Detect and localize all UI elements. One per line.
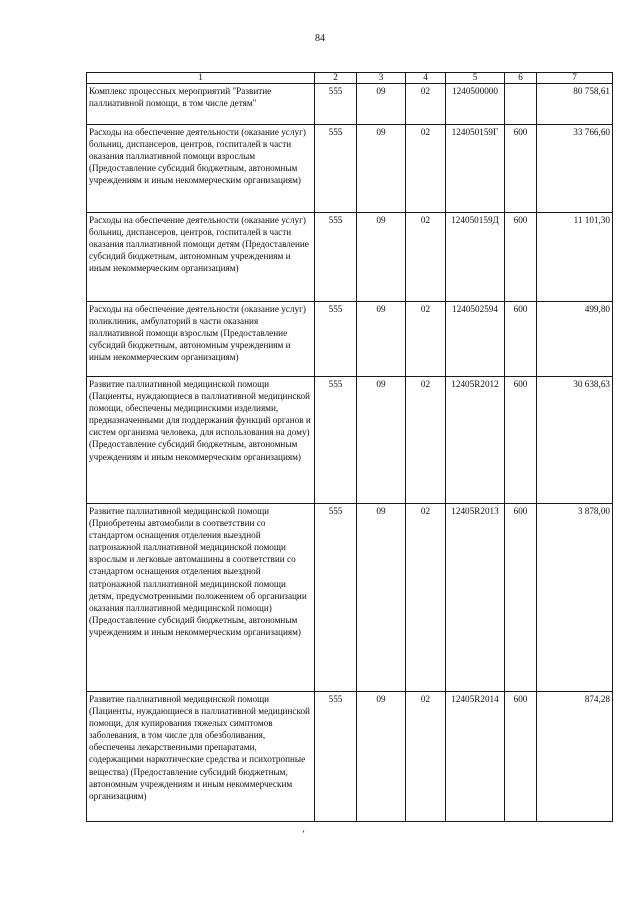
row-ministry-code: 555 — [315, 503, 357, 691]
row-amount: 11 101,30 — [537, 212, 613, 301]
row-target-article: 12405R2012 — [446, 376, 505, 503]
table-row — [87, 124, 613, 212]
row-expense-type — [505, 83, 537, 124]
column-header-5: 5 — [446, 73, 505, 84]
row-subsection-code: 02 — [406, 301, 446, 376]
row-subsection-code: 02 — [406, 212, 446, 301]
row-target-article: 124050159Г — [446, 124, 505, 212]
row-ministry-code: 555 — [315, 124, 357, 212]
row-amount: 874,28 — [537, 691, 613, 821]
row-amount: 3 878,00 — [537, 503, 613, 691]
column-header-2: 2 — [315, 73, 357, 84]
scan-artifact-mark: ʼ — [302, 829, 305, 839]
row-target-article: 12405R2014 — [446, 691, 505, 821]
row-description: Развитие паллиативной медицинской помощи (Пациенты, нуждающиеся в паллиативной медицинской помощи, для купирования тяжелых симптомов заболевания, в том числе для обезболивания, обеспечены лекарственными препаратами, содержащими наркотические средства и психотропные вещества) (Предоставление субсидий бюджетным, автономным учреждениям и иным некоммерческим организациям) — [87, 691, 315, 821]
page-number: 84 — [315, 33, 325, 44]
row-ministry-code: 555 — [315, 301, 357, 376]
row-ministry-code: 555 — [315, 376, 357, 503]
row-expense-type: 600 — [505, 503, 537, 691]
table-row — [87, 212, 613, 301]
row-description: Расходы на обеспечение деятельности (оказание услуг) больниц, диспансеров, центров, госпиталей в части оказания паллиативной помощи детям (Предоставление субсидий бюджетным, автономным учреждениям и иным некоммерческим организациям) — [87, 212, 315, 301]
row-amount: 80 758,61 — [537, 83, 613, 124]
row-subsection-code: 02 — [406, 691, 446, 821]
row-ministry-code: 555 — [315, 691, 357, 821]
row-description: Развитие паллиативной медицинской помощи (Приобретены автомобили в соответствии со стандартом оснащения отделения выездной патронажной паллиативной медицинской помощи взрослым и легковые автомашины в соответствии со стандартом оснащения отделения выездной патронажной паллиативной медицинской помощи детям, предусмотренными положением об организации оказания паллиативной медицинской помощи) (Предоставление субсидий бюджетным, автономным учреждениям и иным некоммерческим организациям) — [87, 503, 315, 691]
table-row — [87, 83, 613, 124]
row-subsection-code: 02 — [406, 124, 446, 212]
row-subsection-code: 02 — [406, 376, 446, 503]
budget-table — [86, 72, 613, 822]
row-section-code: 09 — [357, 376, 406, 503]
row-section-code: 09 — [357, 503, 406, 691]
row-section-code: 09 — [357, 83, 406, 124]
row-subsection-code: 02 — [406, 83, 446, 124]
row-description: Расходы на обеспечение деятельности (оказание услуг) больниц, диспансеров, центров, госпиталей в части оказания паллиативной помощи взрослым (Предоставление субсидий бюджетным, автономным учреждениям и иным некоммерческим организациям) — [87, 124, 315, 212]
row-subsection-code: 02 — [406, 503, 446, 691]
row-description: Развитие паллиативной медицинской помощи (Пациенты, нуждающиеся в паллиативной медицинской помощи, обеспечены медицинскими изделиями, предназначенными для поддержания функций органов и систем организма человека, для использования на дому) (Предоставление субсидий бюджетным, автономным учреждениям и иным некоммерческим организациям) — [87, 376, 315, 503]
row-ministry-code: 555 — [315, 212, 357, 301]
column-header-4: 4 — [406, 73, 446, 84]
row-expense-type: 600 — [505, 376, 537, 503]
row-section-code: 09 — [357, 301, 406, 376]
row-expense-type: 600 — [505, 301, 537, 376]
row-ministry-code: 555 — [315, 83, 357, 124]
row-description: Комплекс процессных мероприятий "Развитие паллиативной помощи, в том числе детям" — [87, 83, 315, 124]
table-row — [87, 301, 613, 376]
row-target-article: 1240502594 — [446, 301, 505, 376]
row-expense-type: 600 — [505, 212, 537, 301]
row-amount: 33 766,60 — [537, 124, 613, 212]
header-row — [87, 73, 613, 84]
row-target-article: 1240500000 — [446, 83, 505, 124]
table-row — [87, 691, 613, 821]
table-row — [87, 376, 613, 503]
table-row — [87, 503, 613, 691]
row-amount: 499,80 — [537, 301, 613, 376]
row-section-code: 09 — [357, 124, 406, 212]
row-description: Расходы на обеспечение деятельности (оказание услуг) поликлиник, амбулаторий в части оказания паллиативной помощи взрослым (Предоставление субсидий бюджетным, автономным учреждениям и иным некоммерческим организациям) — [87, 301, 315, 376]
row-target-article: 124050159Д — [446, 212, 505, 301]
row-section-code: 09 — [357, 691, 406, 821]
column-header-7: 7 — [537, 73, 613, 84]
row-section-code: 09 — [357, 212, 406, 301]
row-expense-type: 600 — [505, 124, 537, 212]
column-header-6: 6 — [505, 73, 537, 84]
row-target-article: 12405R2013 — [446, 503, 505, 691]
column-header-3: 3 — [357, 73, 406, 84]
row-amount: 30 638,63 — [537, 376, 613, 503]
row-expense-type: 600 — [505, 691, 537, 821]
column-header-1: 1 — [87, 73, 315, 84]
